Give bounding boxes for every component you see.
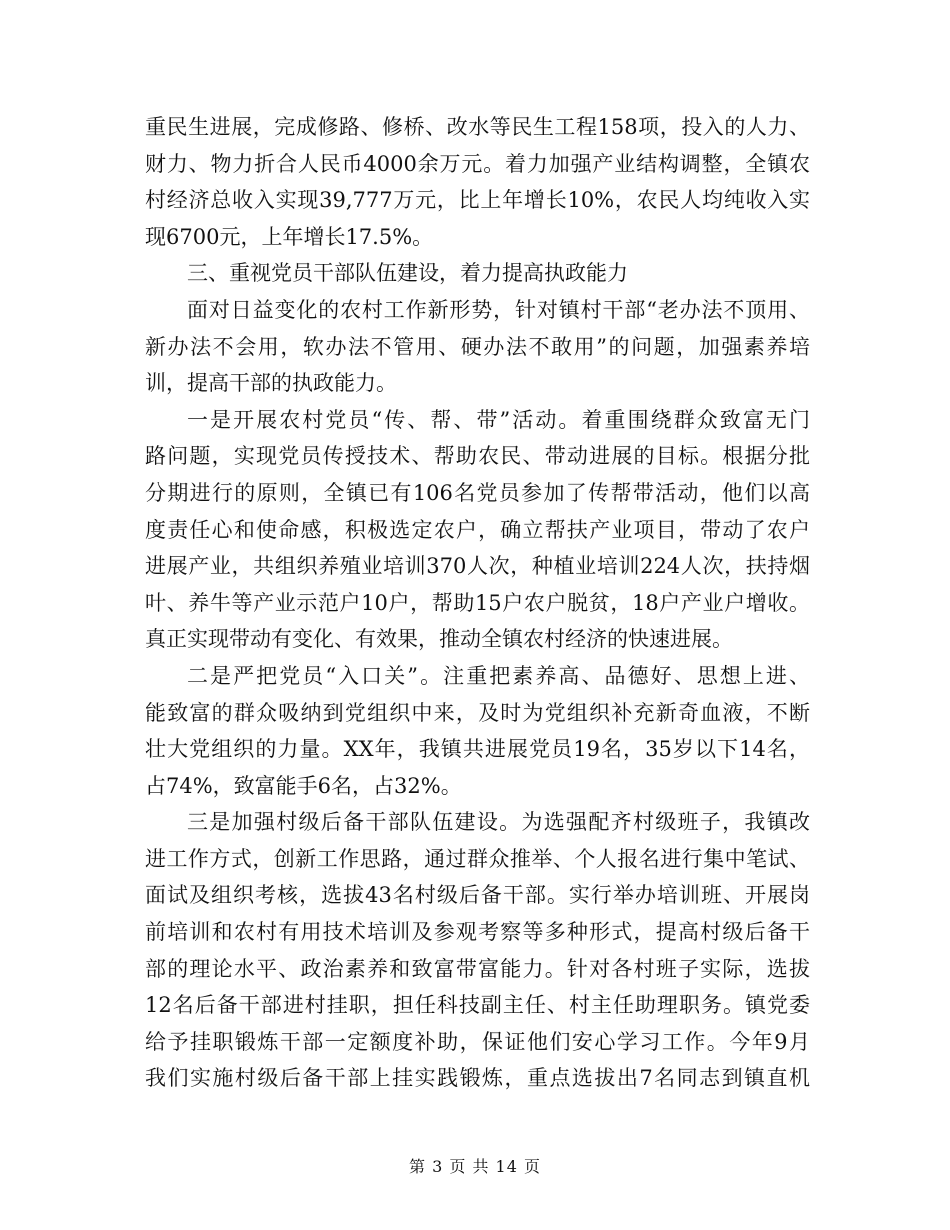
text-line: 现6700元，上年增长17.5%。 [145, 224, 434, 249]
text-line: 二是严把党员“入口关”。注重把素养高、品德好、思想上进、 [187, 663, 810, 688]
text-line: 12名后备干部进村挂职，担任科技副主任、村主任助理职务。镇党委 [145, 993, 810, 1018]
text-line: 重民生进展，完成修路、修桥、改水等民生工程158项，投入的人力、 [145, 115, 810, 139]
document-body [145, 109, 810, 1097]
text-line: 能致富的群众吸纳到党组织中来，及时为党组织补充新奇血液，不断 [145, 700, 810, 725]
text-line: 进展产业，共组织养殖业培训370人次，种植业培训224人次，扶持烟 [145, 554, 810, 579]
text-line: 面试及组织考核，选拔43名村级后备干部。实行举办培训班、开展岗 [145, 883, 810, 908]
text-line: 分期进行的原则，全镇已有106名党员参加了传帮带活动，他们以高 [145, 480, 810, 505]
text-line: 村经济总收入实现39,777万元，比上年增长10%，农民人均纯收入实 [145, 188, 810, 213]
text-line: 壮大党组织的力量。XX年，我镇共进展党员19名，35岁以下14名， [145, 737, 810, 762]
text-line: 真正实现带动有变化、有效果，推动全镇农村经济的快速进展。 [145, 627, 733, 652]
text-line: 财力、物力折合人民币4000余万元。着力加强产业结构调整，全镇农 [145, 151, 810, 176]
text-line: 给予挂职锻炼干部一定额度补助，保证他们安心学习工作。今年9月 [145, 1029, 810, 1054]
text-line: 三是加强村级后备干部队伍建设。为选强配齐村级班子，我镇改 [187, 810, 810, 835]
text-line: 占74%，致富能手6名，占32%。 [145, 773, 462, 798]
text-line: 三、重视党员干部队伍建设，着力提高执政能力 [187, 261, 628, 286]
text-line: 路问题，实现党员传授技术、帮助农民、带动进展的目标。根据分批 [145, 444, 810, 469]
text-line: 叶、养牛等产业示范户10户，帮助15户农户脱贫，18户产业户增收。 [145, 590, 810, 615]
text-line: 面对日益变化的农村工作新形势，针对镇村干部“老办法不顶用、 [187, 297, 810, 322]
text-line: 部的理论水平、政治素养和致富带富能力。针对各村班子实际，选拔 [145, 956, 810, 981]
text-line: 前培训和农村有用技术培训及参观考察等多种形式，提高村级后备干 [145, 920, 810, 945]
text-line: 一是开展农村党员“传、帮、带”活动。着重围绕群众致富无门 [187, 407, 810, 432]
text-line: 进工作方式，创新工作思路，通过群众推举、个人报名进行集中笔试、 [145, 846, 810, 871]
page-number-footer: 第 3 页 共 14 页 [409, 1157, 541, 1176]
text-line: 度责任心和使命感，积极选定农户，确立帮扶产业项目，带动了农户 [145, 517, 810, 542]
text-line: 我们实施村级后备干部上挂实践锻炼，重点选拔出7名同志到镇直机 [145, 1066, 810, 1091]
text-line: 新办法不会用，软办法不管用、硬办法不敢用”的问题，加强素养培 [145, 334, 810, 359]
text-line: 训，提高干部的执政能力。 [145, 371, 397, 396]
